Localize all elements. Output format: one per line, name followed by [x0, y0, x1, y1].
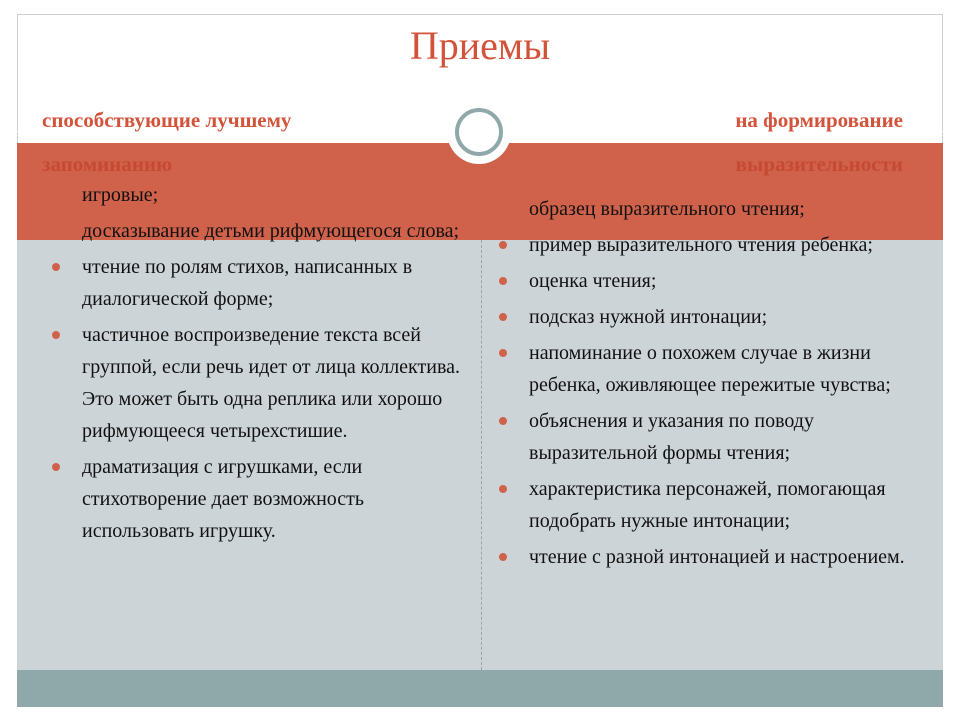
- bullet-dot-icon: [499, 241, 507, 249]
- bottom-band: [17, 670, 943, 707]
- list-item: [48, 251, 468, 315]
- list-item-text: игровые;: [82, 184, 159, 206]
- list-item: [495, 473, 925, 537]
- list-item-text: напоминание о похожем случае в жизни ребенка, оживляющее пережитые чувства;: [529, 342, 891, 396]
- list-item-text: чтение с разной интонацией и настроением.: [529, 546, 905, 568]
- left-column-heading: [42, 98, 422, 186]
- slide-title: Приемы: [409, 23, 551, 68]
- bullet-dot-icon: [52, 331, 60, 339]
- bullet-dot-icon: [499, 349, 507, 357]
- bullet-dot-icon: [499, 277, 507, 285]
- left-heading-line1: способствующие лучшему: [42, 108, 292, 132]
- list-item-text: оценка чтения;: [529, 270, 657, 292]
- circle-ornament-ring: [455, 108, 503, 156]
- left-techniques-list: [48, 179, 468, 551]
- list-item-text: объяснения и указания по поводу выразительной формы чтения;: [529, 410, 814, 464]
- bullet-dot-icon: [499, 417, 507, 425]
- list-item: [48, 179, 468, 211]
- list-item: [495, 265, 925, 297]
- list-item: [495, 301, 925, 333]
- bullet-dot-icon: [52, 263, 60, 271]
- bullet-dot-icon: [499, 313, 507, 321]
- bullet-dot-icon: [499, 553, 507, 561]
- list-item-text: подсказ нужной интонации;: [529, 306, 768, 328]
- bullet-dot-icon: [52, 463, 60, 471]
- list-item-text: образец выразительного чтения;: [529, 198, 805, 220]
- list-item-text: пример выразительного чтения ребенка;: [529, 234, 873, 256]
- list-item: [495, 541, 925, 573]
- list-item-text: характеристика персонажей, помогающая подобрать нужные интонации;: [529, 478, 886, 532]
- right-heading-line2: выразительности: [735, 152, 903, 176]
- list-item: [495, 337, 925, 401]
- right-heading-line1: на формирование: [735, 108, 903, 132]
- list-item-text: чтение по ролям стихов, написанных в диалогической форме;: [82, 256, 413, 310]
- list-item: [495, 229, 925, 261]
- list-item: [495, 405, 925, 469]
- list-item: [48, 319, 468, 447]
- list-item-text: досказывание детьми рифмующегося слова;: [82, 220, 460, 242]
- column-divider: [481, 240, 482, 670]
- list-item: [48, 215, 468, 247]
- bullet-dot-icon: [499, 485, 507, 493]
- right-column-heading: [540, 98, 903, 186]
- list-item: [48, 451, 468, 547]
- list-item-text: частичное воспроизведение текста всей группой, если речь идет от лица коллектива. Это может быть одна реплика или хорошо рифмующееся четырехстишие.: [82, 324, 461, 442]
- list-item: [495, 193, 925, 225]
- left-heading-line2: запоминанию: [42, 152, 173, 176]
- right-techniques-list: [495, 193, 925, 577]
- list-item-text: драматизация с игрушками, если стихотворение дает возможность использовать игрушку.: [82, 456, 365, 542]
